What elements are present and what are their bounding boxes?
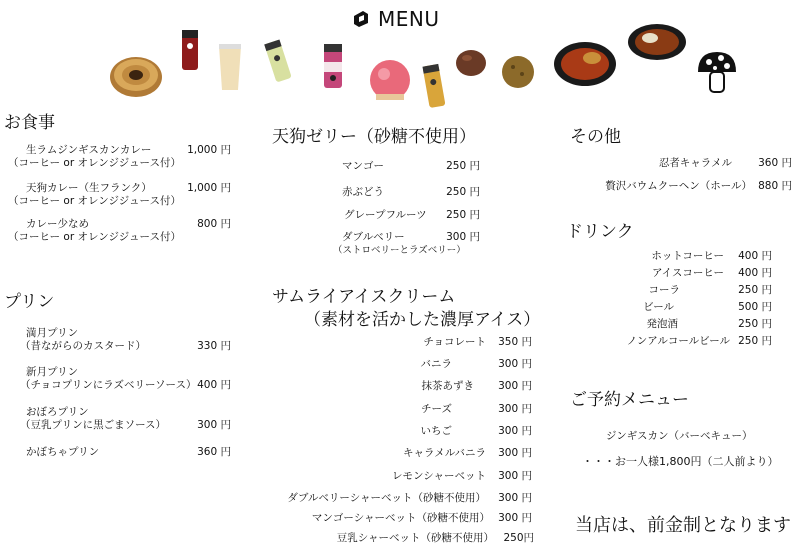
meal-name: 天狗カレー（生フランク） (26, 182, 152, 194)
reservation-detail: ・・・お一人様1,800円（二人前より） (582, 455, 779, 468)
icecream-price: 300 円 (498, 470, 532, 482)
icecream-name: 豆乳シャーベット（砂糖不使用） (336, 532, 494, 544)
icecream-name: キャラメルバニラ (403, 447, 486, 459)
meal-note: （コーヒー or オレンジジュース付） (8, 231, 181, 243)
drinks-heading: ドリンク (566, 222, 634, 242)
jelly-name: 赤ぶどう (342, 186, 384, 198)
jelly-cup-yellow-image (420, 62, 448, 110)
icecream-name: バニラ (420, 358, 452, 370)
baumkuchen-image (108, 52, 164, 98)
drink-price: 250 円 (738, 318, 772, 330)
pudding-note: （豆乳プリンに黒ごまソース） (20, 419, 167, 431)
pudding-price: 330 円 (197, 340, 231, 352)
meals-heading: お食事 (4, 113, 55, 133)
icecream-price: 300 円 (498, 403, 532, 415)
icecream-price: 300 円 (498, 358, 532, 370)
drink-name: ノンアルコールビール (626, 335, 730, 347)
icecream-name: ダブルベリーシャーベット（砂糖不使用） (287, 492, 486, 504)
curry-plate-image (552, 38, 618, 88)
mushroom-icon (694, 48, 740, 96)
curry-plate-2-image (626, 22, 688, 62)
drink-name: ホットコーヒー (651, 250, 724, 262)
pudding-name: 新月プリン (26, 366, 79, 378)
jelly-note: （ストロベリーとラズベリー） (333, 245, 466, 256)
pudding-price: 360 円 (197, 446, 231, 458)
icecream-name: レモンシャーベット (391, 470, 486, 482)
page-title: MENU (378, 7, 440, 31)
drink-name: コーラ (648, 284, 680, 296)
jelly-price: 250 円 (446, 160, 480, 172)
jelly-price: 300 円 (446, 231, 480, 243)
icecream-price: 300 円 (498, 380, 532, 392)
brand-logo-icon (352, 10, 370, 28)
potato-bun-image (500, 54, 536, 90)
others-heading: その他 (570, 127, 621, 147)
meal-note: （コーヒー or オレンジジュース付） (8, 195, 181, 207)
pudding-name: 満月プリン (26, 327, 79, 339)
drink-cup-cream-image (216, 42, 244, 92)
other-price: 360 円 (758, 157, 792, 169)
reservation-heading: ご予約メニュー (570, 390, 689, 410)
shaved-ice-pink-image (368, 58, 412, 102)
icecream-price: 300 円 (498, 425, 532, 437)
meal-price: 800 円 (197, 218, 231, 230)
icecream-subheading: （素材を活かした濃厚アイス） (304, 310, 541, 330)
meal-price: 1,000 円 (187, 182, 231, 194)
icecream-name: チーズ (421, 403, 452, 415)
jelly-price: 250 円 (446, 209, 480, 221)
jelly-heading: 天狗ゼリー（砂糖不使用） (272, 127, 476, 147)
meal-price: 1,000 円 (187, 144, 231, 156)
prepayment-notice: 当店は、前金制となります (575, 515, 791, 536)
pudding-name: かぼちゃプリン (26, 446, 100, 458)
meal-note: （コーヒー or オレンジジュース付） (8, 157, 181, 169)
jelly-name: ダブルベリー (342, 231, 405, 243)
icecream-price: 300 円 (498, 512, 532, 524)
icecream-name: 抹茶あずき (421, 380, 474, 392)
icecream-price: 300 円 (498, 492, 532, 504)
parfait-cup-image (320, 40, 346, 90)
drink-price: 500 円 (738, 301, 772, 313)
drink-price: 250 円 (738, 335, 772, 347)
meal-name: 生ラムジンギスカンカレー (26, 144, 152, 156)
jelly-cup-red-image (180, 28, 200, 72)
drink-price: 250 円 (738, 284, 772, 296)
other-name: 贅沢バウムクーヘン（ホール） (605, 180, 752, 192)
pudding-price: 400 円 (197, 379, 231, 391)
icecream-name: チョコレート (423, 336, 486, 348)
bread-roll-image (454, 48, 488, 78)
pudding-heading: プリン (4, 292, 55, 312)
icecream-price: 350 円 (498, 336, 532, 348)
drink-price: 400 円 (738, 250, 772, 262)
meal-name: カレー少なめ (26, 218, 89, 230)
header (352, 6, 440, 32)
pudding-price: 300 円 (197, 419, 231, 431)
pudding-note: （昔ながらのカスタード） (20, 340, 146, 352)
pudding-name: おぼろプリン (26, 406, 89, 418)
jelly-name: マンゴー (342, 160, 384, 172)
pudding-note: （チョコプリンにラズベリーソース） (20, 379, 197, 391)
icecream-price: 250円 (503, 532, 534, 544)
icecream-heading: サムライアイスクリーム (272, 287, 456, 307)
jelly-cup-green-image (262, 38, 294, 84)
icecream-name: いちご (420, 425, 452, 437)
other-price: 880 円 (758, 180, 792, 192)
icecream-price: 300 円 (498, 447, 532, 459)
drink-price: 400 円 (738, 267, 772, 279)
jelly-name: グレープフルーツ (344, 209, 427, 221)
reservation-item: ジンギスカン（バーベキュー） (606, 430, 753, 442)
drink-name: ビール (643, 301, 674, 313)
jelly-price: 250 円 (446, 186, 480, 198)
icecream-name: マンゴーシャーベット（砂糖不使用） (311, 512, 490, 524)
drink-name: アイスコーヒー (651, 267, 724, 279)
drink-name: 発泡酒 (646, 318, 678, 330)
other-name: 忍者キャラメル (658, 157, 732, 169)
